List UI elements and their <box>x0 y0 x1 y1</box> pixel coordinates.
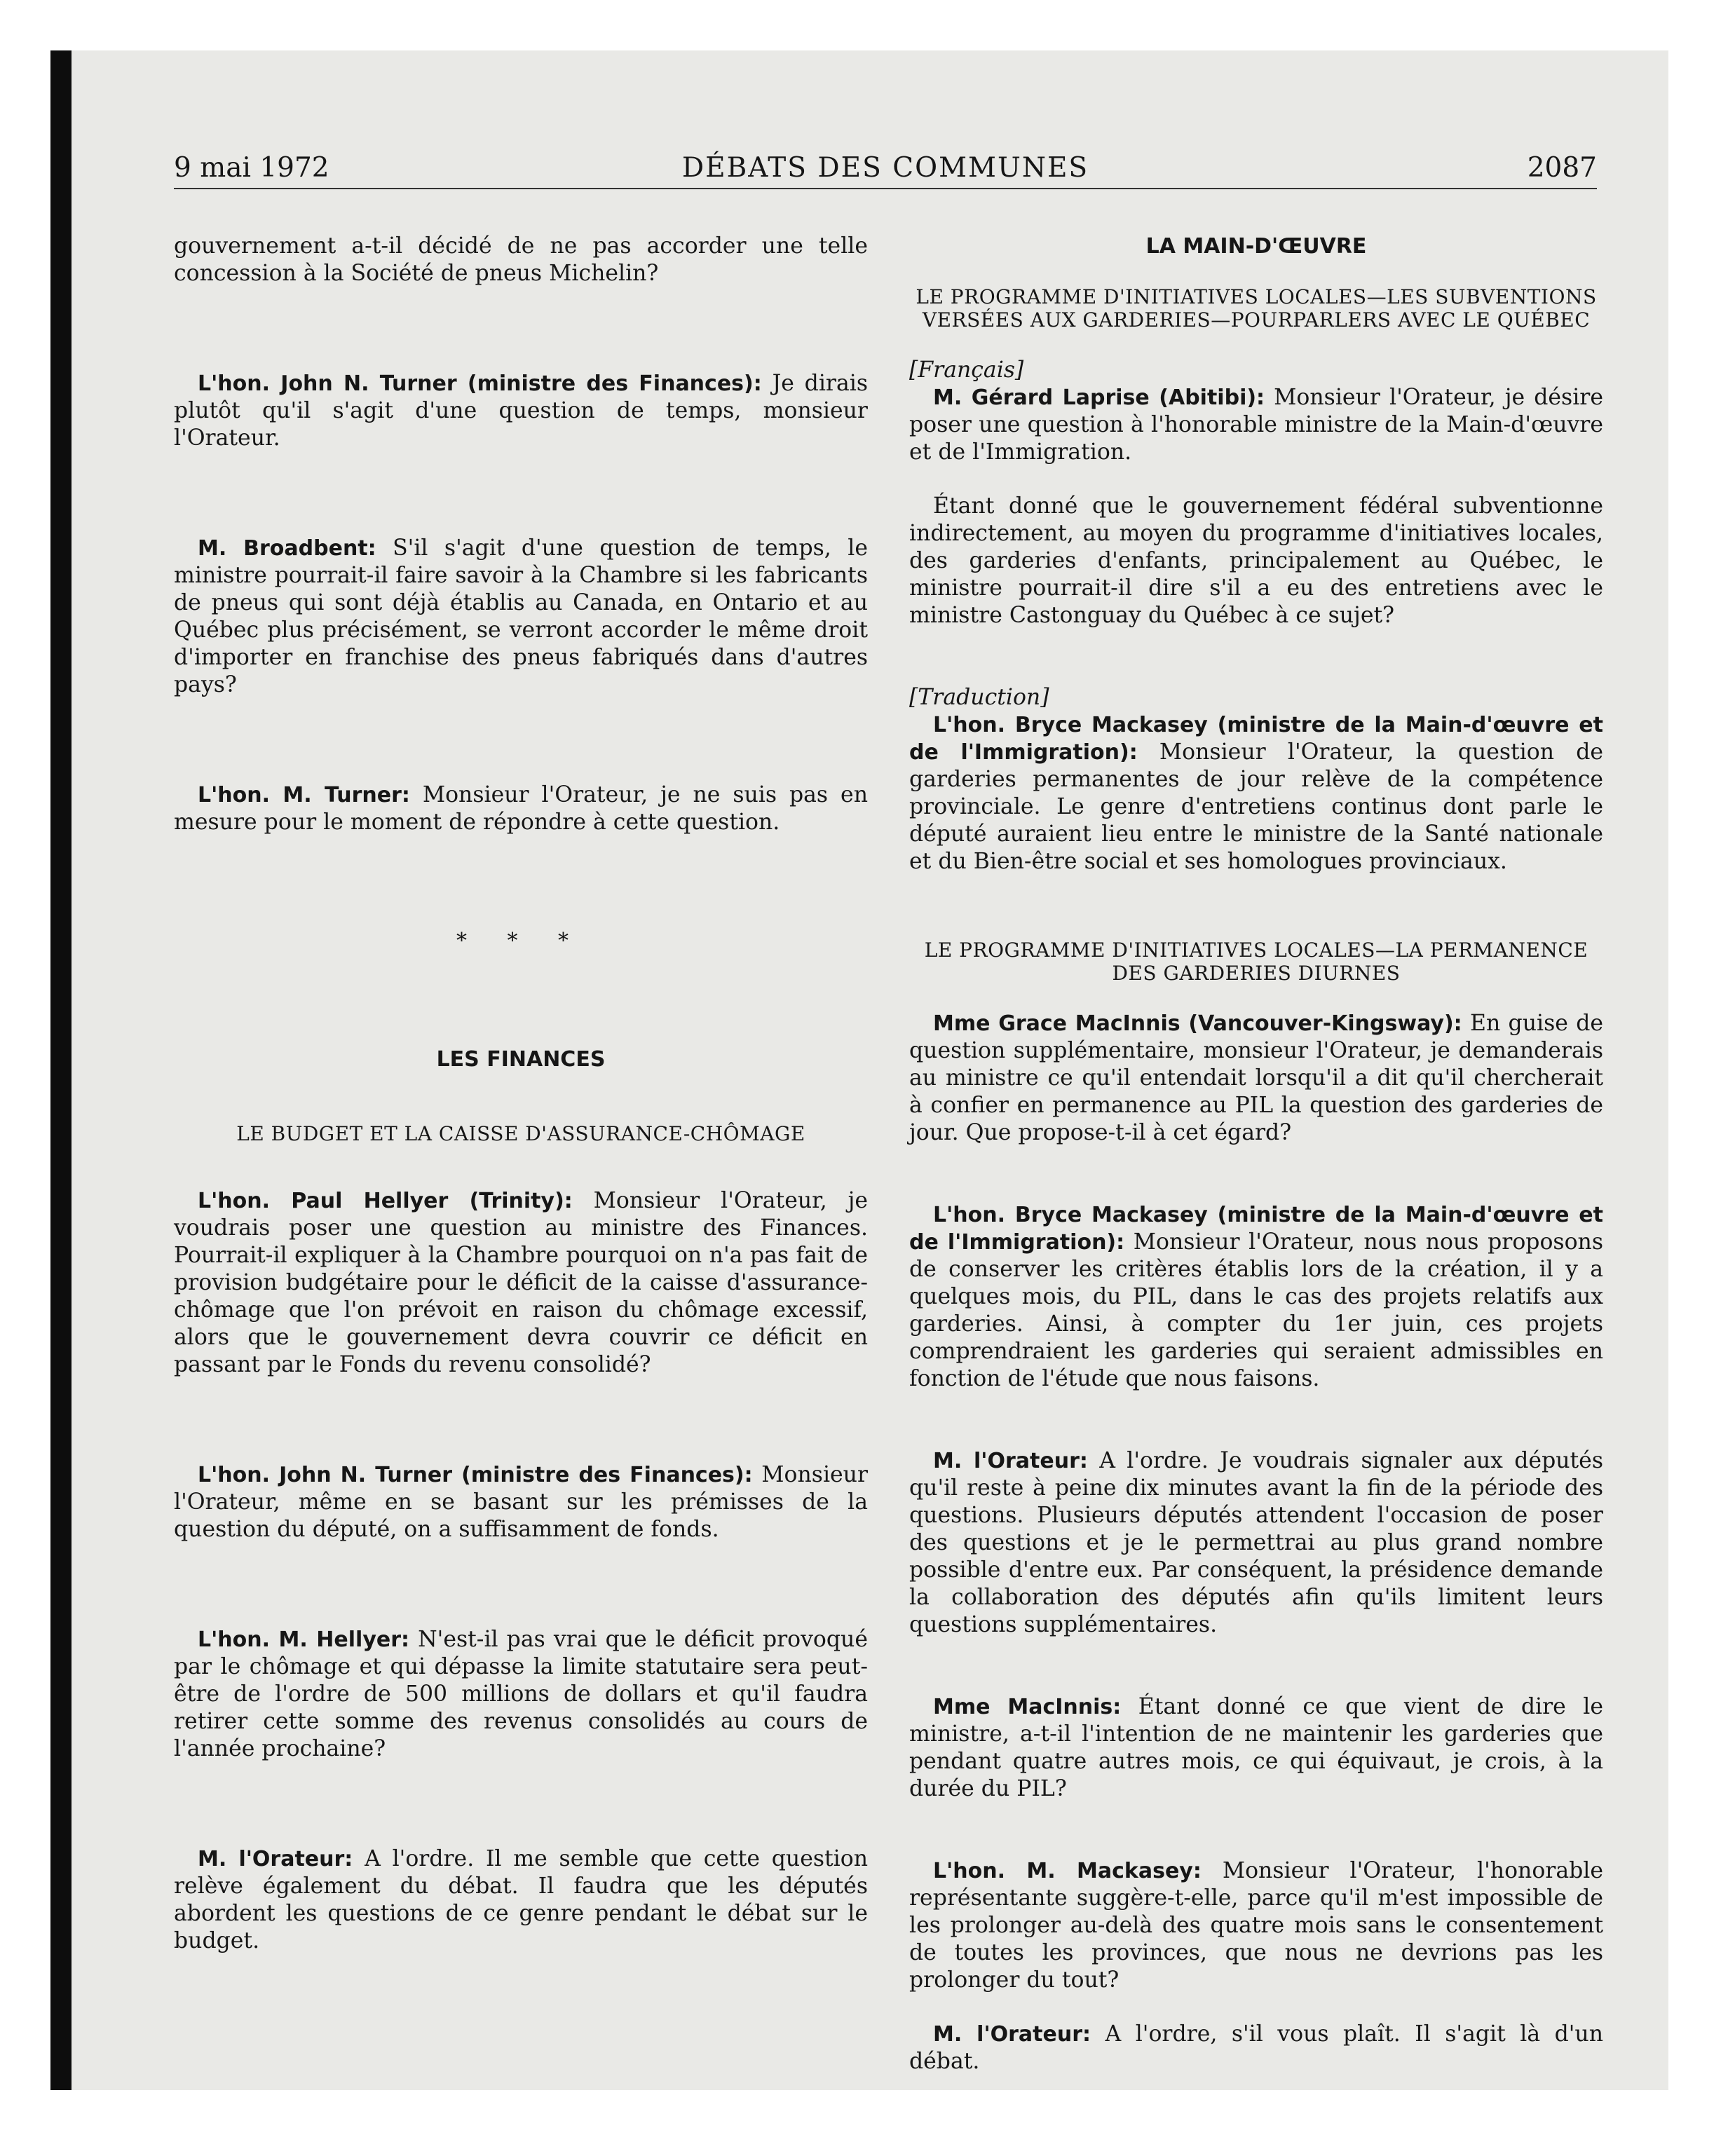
paragraph <box>174 1626 868 1763</box>
paragraph-text: Monsieur l'Orateur, nous nous proposons de conserver les critères établis lors de la création, il y a quelques mois, du PIL, dans le cas des projets relatifs aux garderies. Ainsi, à compter du 1er juin, ces projets comprendraient les garderies qui seraient admissibles en fonction de l'étude que nous faisons. <box>909 1229 1604 1391</box>
paragraph <box>174 1187 868 1379</box>
paragraph <box>909 1447 1603 1639</box>
paragraph-text: Monsieur l'Orateur, la question de garderies permanentes de jour relève de la compétence provinciale. Le genre d'entretiens continus dont parle le député auraient lieu entre le ministre de la Santé nationale et du Bien-être social et ses homologues provinciaux. <box>909 739 1604 874</box>
speaker-name: L'hon. John N. Turner (ministre des Finances): <box>198 1463 753 1487</box>
speaker-name: L'hon. Paul Hellyer (Trinity): <box>198 1189 573 1213</box>
paragraph <box>174 370 868 452</box>
speaker-name: L'hon. Bryce Mackasey (ministre de la Main-d'œuvre et de l'Immigration): <box>909 713 1603 765</box>
speaker-name: L'hon. M. Turner: <box>198 783 410 807</box>
subheading: LE PROGRAMME D'INITIATIVES LOCALES—LA PERMANENCE DES GARDERIES DIURNES <box>924 939 1588 985</box>
speaker-name: L'hon. John N. Turner (ministre des Finances): <box>198 371 762 396</box>
paragraph-text: N'est-il pas vrai que le déficit provoqué par le chômage et qui dépasse la limite statutaire sera peut-être de l'ordre de 500 millions de dollars et qu'il faudra retirer cette somme des revenus consolidés au cours de l'année prochaine? <box>174 1627 868 1761</box>
paragraph <box>174 782 868 836</box>
paragraph-text: S'il s'agit d'une question de temps, le ministre pourrait-il faire savoir à la Chambre si les fabricants de pneus qui sont déjà établis au Canada, en Ontario et au Québec plus précisément, se verront accorder le même droit d'importer en franchise des pneus fabriqués dans d'autres pays? <box>174 535 868 697</box>
paragraph-text: A l'ordre. Il me semble que cette question relève également du débat. Il faudra que les députés abordent les questions de ce genre pendant le débat sur le budget. <box>174 1846 868 1953</box>
speaker-name: M. l'Orateur: <box>933 1449 1088 1473</box>
page-number: 2087 <box>1527 152 1597 184</box>
paragraph <box>909 493 1603 629</box>
paragraph <box>909 1857 1603 1994</box>
paragraph <box>909 1201 1603 1393</box>
paragraph <box>174 535 868 699</box>
paragraph-text: Étant donné ce que vient de dire le ministre, a-t-il l'intention de ne maintenir les garderies que pendant quatre autres mois, ce qui équivaut, je crois, à la durée du PIL? <box>909 1694 1603 1801</box>
speaker-name: L'hon. M. Mackasey: <box>933 1859 1202 1883</box>
header-date: 9 mai 1972 <box>174 152 329 184</box>
speaker-name: M. l'Orateur: <box>198 1847 353 1871</box>
speaker-name: L'hon. M. Hellyer: <box>198 1628 410 1652</box>
paragraph-text: Monsieur l'Orateur, je désire poser une question à l'honorable ministre de la Main-d'œuvre et de l'Immigration. <box>909 385 1603 465</box>
speaker-name: M. Gérard Laprise (Abitibi): <box>933 386 1265 410</box>
paragraph <box>909 1010 1603 1147</box>
paragraph-text: En guise de question supplémentaire, monsieur l'Orateur, je demanderais au ministre ce qu'il entendait lorsqu'il a dit qu'il chercherait à confier en permanence au PIL la question des garderies de jour. Que propose-t-il à cet égard? <box>909 1011 1603 1145</box>
paragraph <box>909 384 1603 466</box>
speaker-name: M. Broadbent: <box>198 536 376 561</box>
speaker-name: Mme Grace MacInnis (Vancouver-Kingsway): <box>933 1011 1462 1036</box>
paragraph <box>909 2021 1603 2075</box>
paragraph <box>174 1845 868 1955</box>
speaker-name: M. l'Orateur: <box>933 2022 1091 2047</box>
paragraph <box>174 233 868 287</box>
scan-border <box>50 50 72 2090</box>
language-marker: [Français] <box>909 357 1024 383</box>
paragraph-text: Monsieur l'Orateur, l'honorable représentante suggère-t-elle, parce qu'il m'est impossible de les prolonger au-delà des quatre mois sans le consentement de toutes les provinces, que nous ne devrions pas les prolonger du tout? <box>909 1858 1603 1993</box>
paragraph <box>174 1461 868 1543</box>
paragraph-text: A l'ordre. Je voudrais signaler aux députés qu'il reste à peine dix minutes avant la fin de la période des questions. Plusieurs députés attendent l'occasion de poser des questions et je le permettrai au plus grand nombre possible d'entre eux. Par conséquent, la présidence demande la collaboration des députés afin qu'ils limitent leurs questions supplémentaires. <box>909 1448 1603 1637</box>
section-title: LES FINANCES <box>436 1047 606 1072</box>
paragraph-text: Étant donné que le gouvernement fédéral subventionne indirectement, au moyen du programme d'initiatives locales, des garderies d'enfants, principalement au Québec, le ministre pourrait-il dire s'il a eu des entretiens avec le ministre Castonguay du Québec à ce sujet? <box>909 493 1603 628</box>
paragraph-text: Monsieur l'Orateur, je voudrais poser une question au ministre des Finances. Pourrait-il expliquer à la Chambre pourquoi on n'a pas fait de provision budgétaire pour le déficit de la caisse d'assurance-chômage que l'on prévoit en raison du chômage excessif, alors que le gouvernement devra couvrir ce déficit en passant par le Fonds du revenu consolidé? <box>174 1188 868 1377</box>
speaker-name: Mme MacInnis: <box>933 1695 1122 1719</box>
paragraph-text: A l'ordre, s'il vous plaît. Il s'agit là d'un débat. <box>909 2021 1603 2074</box>
language-marker: [Traduction] <box>909 685 1049 710</box>
paragraph-text: gouvernement a-t-il décidé de ne pas accorder une telle concession à la Société de pneus Michelin? <box>174 233 868 286</box>
paragraph <box>909 1693 1603 1803</box>
left-column <box>174 233 868 2041</box>
paragraph-text: Je dirais plutôt qu'il s'agit d'une question de temps, monsieur l'Orateur. <box>174 371 868 451</box>
subheading: LE BUDGET ET LA CAISSE D'ASSURANCE-CHÔMAGE <box>236 1122 805 1145</box>
header-title: DÉBATS DES COMMUNES <box>681 152 1089 184</box>
paragraph-text: Monsieur l'Orateur, je ne suis pas en mesure pour le moment de répondre à cette question. <box>174 782 868 835</box>
paragraph <box>909 711 1603 875</box>
section-title: LA MAIN-D'ŒUVRE <box>1145 234 1367 259</box>
speaker-name: L'hon. Bryce Mackasey (ministre de la Main-d'œuvre et de l'Immigration): <box>909 1203 1603 1255</box>
running-header <box>174 149 1597 189</box>
right-column <box>909 233 1604 2074</box>
subheading: LE PROGRAMME D'INITIATIVES LOCALES—LES SUBVENTIONS VERSÉES AUX GARDERIES—POURPARLERS AVEC LE QUÉBEC <box>916 285 1597 332</box>
section-separator: * * * <box>456 929 586 953</box>
paragraph-text: Monsieur l'Orateur, même en se basant sur les prémisses de la question du député, on a suffisamment de fonds. <box>174 1462 868 1542</box>
